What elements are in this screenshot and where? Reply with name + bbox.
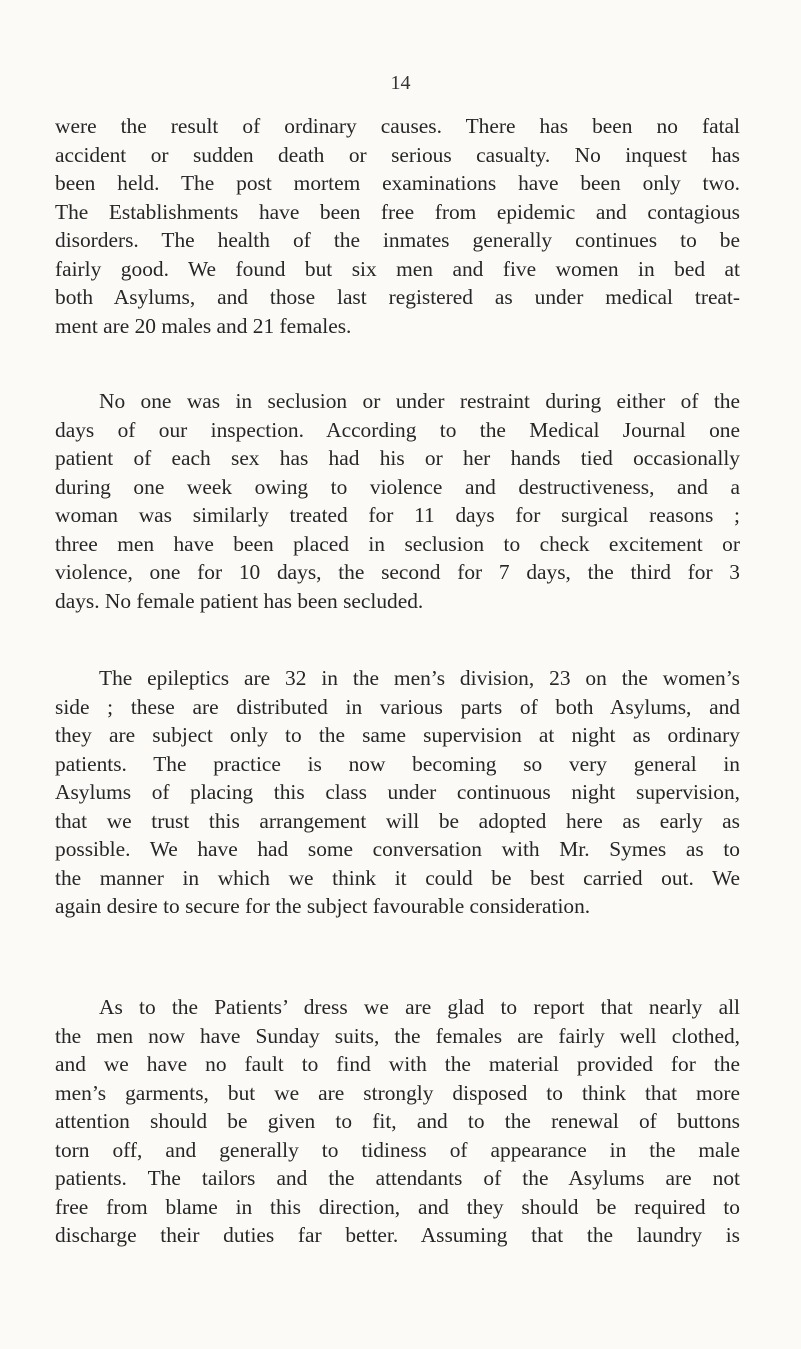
text-line: The Establishments have been free from epidemic and contagious bbox=[55, 199, 740, 224]
paragraph-3 bbox=[55, 664, 740, 921]
text-line: that we trust this arrangement will be adopted here as early as bbox=[55, 808, 740, 833]
text-line: patients. The practice is now becoming so very general in bbox=[55, 751, 740, 776]
paragraph-2 bbox=[55, 387, 740, 615]
text-line: days of our inspection. According to the Medical Journal one bbox=[55, 417, 740, 442]
text-line: possible. We have had some conversation with Mr. Symes as to bbox=[55, 837, 740, 861]
text-line: and we have no fault to find with the material provided for the bbox=[55, 1052, 740, 1076]
text-line: side ; these are distributed in various parts of both Asylums, and bbox=[55, 694, 740, 719]
text-line: ment are 20 males and 21 females. bbox=[55, 313, 352, 338]
text-line: patients. The tailors and the attendants of the Asylums are not bbox=[55, 1166, 740, 1190]
text-line: three men have been placed in seclusion to check excitement or bbox=[55, 531, 740, 556]
text-line: torn off, and generally to tidiness of appearance in the male bbox=[55, 1137, 740, 1162]
text-line: woman was similarly treated for 11 days for surgical reasons ; bbox=[55, 503, 740, 527]
text-line: As to the Patients’ dress we are glad to report that nearly all bbox=[99, 995, 740, 1019]
text-line: patient of each sex has had his or her hands tied occasionally bbox=[55, 446, 740, 470]
text-line: the manner in which we think it could be best carried out. We bbox=[55, 865, 740, 890]
text-line: attention should be given to fit, and to the renewal of buttons bbox=[55, 1109, 740, 1133]
text-line: free from blame in this direction, and they should be required to bbox=[55, 1194, 740, 1219]
text-line: Asylums of placing this class under continuous night supervision, bbox=[55, 780, 740, 804]
text-line: men’s garments, but we are strongly disposed to think that more bbox=[55, 1080, 740, 1105]
text-line: both Asylums, and those last registered as under medical treat- bbox=[55, 285, 740, 309]
text-line: fairly good. We found but six men and five women in bed at bbox=[55, 256, 740, 281]
paragraph-4 bbox=[55, 993, 740, 1250]
text-line: been held. The post mortem examinations have been only two. bbox=[55, 171, 740, 195]
text-line: were the result of ordinary causes. There has been no fatal bbox=[55, 114, 740, 138]
text-line: again desire to secure for the subject favourable consideration. bbox=[55, 894, 591, 918]
text-line: violence, one for 10 days, the second for 7 days, the third for 3 bbox=[55, 560, 740, 584]
text-line: the men now have Sunday suits, the females are fairly well clothed, bbox=[55, 1023, 740, 1048]
text-line: No one was in seclusion or under restraint during either of the bbox=[99, 389, 740, 413]
page-number: 14 bbox=[390, 72, 411, 94]
text-line: they are subject only to the same supervision at night as ordinary bbox=[55, 723, 740, 747]
paragraph-1 bbox=[55, 112, 740, 340]
text-line: days. No female patient has been secluded. bbox=[55, 588, 424, 613]
text-line: discharge their duties far better. Assuming that the laundry is bbox=[55, 1223, 740, 1247]
text-line: disorders. The health of the inmates generally continues to be bbox=[55, 228, 740, 252]
text-line: during one week owing to violence and destructiveness, and a bbox=[55, 474, 740, 499]
text-line: accident or sudden death or serious casualty. No inquest has bbox=[55, 142, 740, 167]
text-line: The epileptics are 32 in the men’s division, 23 on the women’s bbox=[99, 666, 740, 690]
